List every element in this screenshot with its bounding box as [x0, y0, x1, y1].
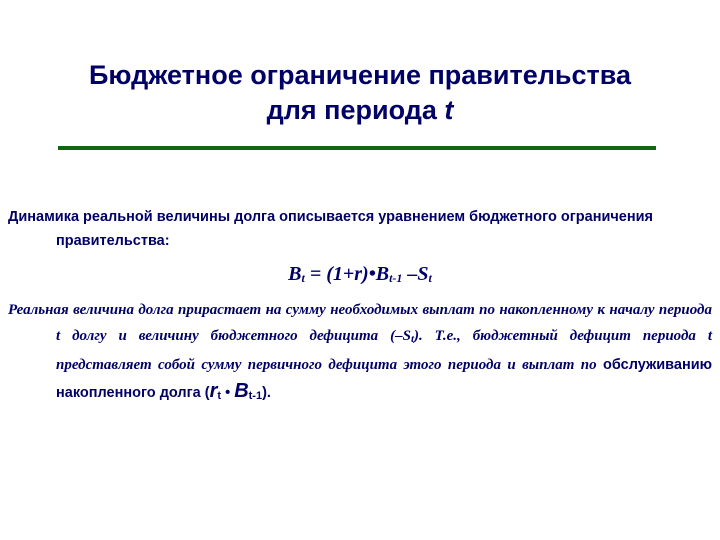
desc-t1: t: [56, 328, 61, 344]
eq-minus-s: –S: [402, 263, 429, 285]
slide-body: [8, 205, 712, 409]
title-line-2-text: для периода: [266, 95, 445, 125]
eq-sub-t: t: [301, 271, 305, 285]
budget-constraint-equation: [8, 259, 712, 293]
desc-end: ).: [262, 385, 271, 401]
title-line-1: Бюджетное ограничение правительства: [88, 60, 631, 90]
description-paragraph: [8, 297, 712, 409]
desc-bullet: •: [221, 385, 235, 401]
slide-title: [0, 58, 720, 128]
title-line-2: [0, 93, 720, 128]
desc-t2: t: [707, 328, 713, 344]
desc-sub2: t: [217, 390, 222, 402]
desc-part5-text: обслуживанию накопленного долга (: [56, 357, 712, 401]
eq-mid: = (1+r)•B: [304, 263, 390, 285]
desc-part1: Реальная величина долга прирастает на сумму необходимых выплат по накопленному к началу периода: [8, 302, 712, 318]
desc-b: B: [234, 380, 249, 402]
eq-b: B: [288, 263, 302, 285]
desc-part4: представляет собой сумму первичного дефицита этого периода и выплат по: [56, 357, 604, 373]
title-underline: [58, 146, 656, 150]
desc-r: r: [209, 380, 218, 402]
desc-part2: долгу и величину бюджетного дефицита (–S: [60, 328, 411, 344]
eq-sub-t-minus-1: t-1: [389, 271, 403, 285]
title-period-variable: t: [444, 95, 454, 125]
desc-part3: ). Т.е., бюджетный дефицит периода: [414, 328, 708, 344]
intro-paragraph: Динамика реальной величины долга описывается уравнением бюджетного ограничения правительства:: [8, 209, 653, 249]
desc-sub3: t-1: [248, 390, 263, 402]
desc-sub1: t: [410, 333, 414, 345]
eq-sub-t-2: t: [428, 271, 432, 285]
